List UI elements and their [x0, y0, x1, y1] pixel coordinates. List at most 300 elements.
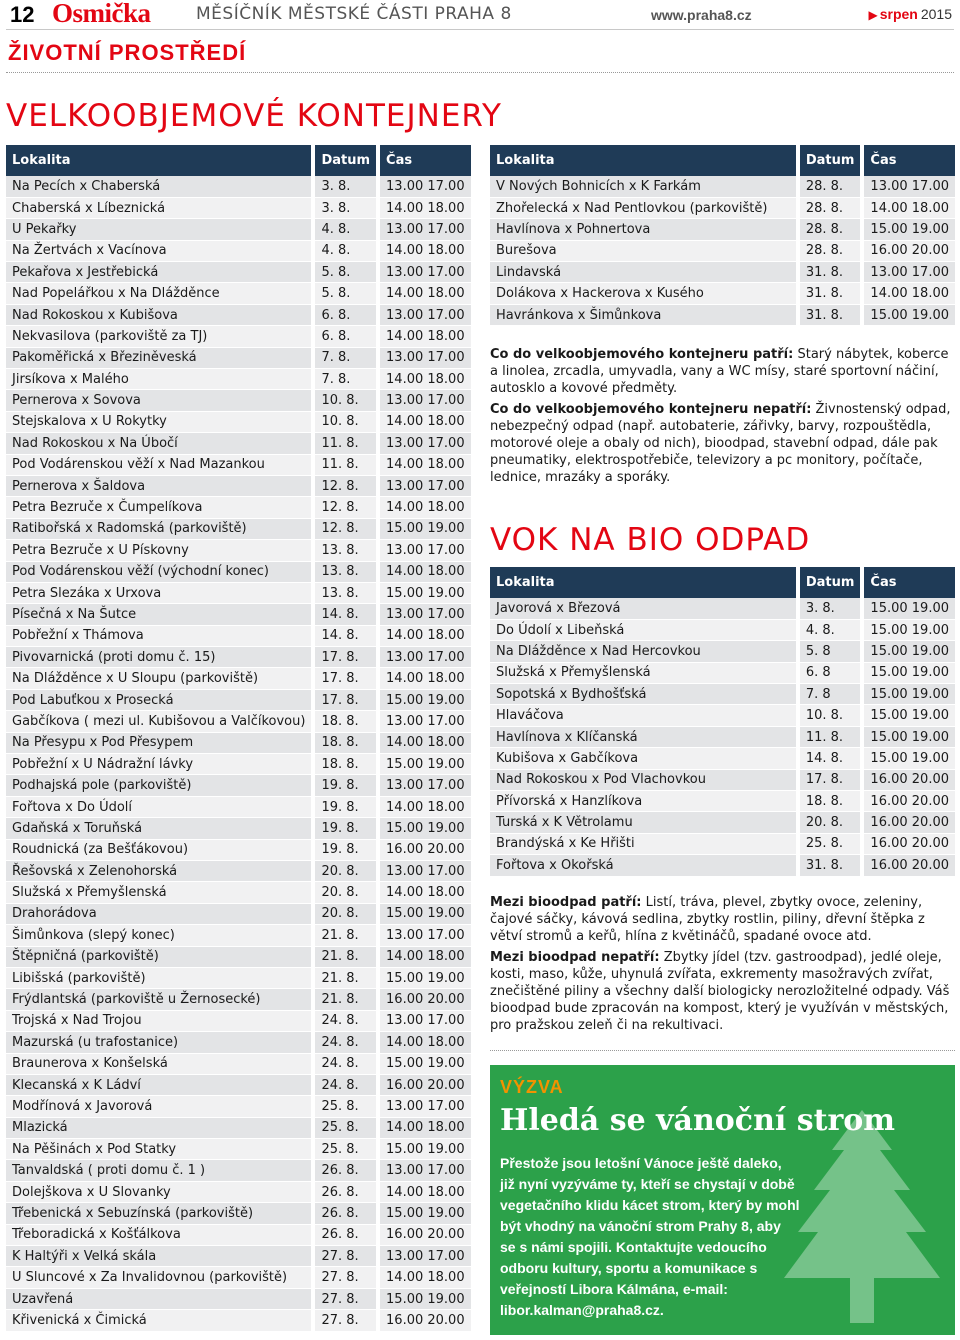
bio-info-nepatri-text: Zbytky jídel (tzv. gastroodpad), jedlé oleje, kosti, maso, kůže, uhynulá zvířata, exkrementy masožravých zvířat, znečištěné piliny a všechny další biologicky nerozložitelné odpady. Váš bioodpad bude zpracován na kompost, který je využíván v městských, pro pražskou zeleň či na rekultivaci. — [490, 950, 950, 1033]
cell-cas: 15.00 19.00 — [862, 598, 955, 619]
table-row — [6, 454, 471, 475]
cell-cas: 15.00 19.00 — [378, 518, 471, 539]
table-row — [6, 262, 471, 283]
cell-cas: 14.00 18.00 — [378, 1267, 471, 1288]
cell-lokalita: Pernerova x Sovova — [6, 390, 313, 411]
cell-lokalita: Pobřežní x Thámova — [6, 625, 313, 646]
cell-datum: 18. 8. — [798, 791, 863, 812]
kontejnery-table-right — [490, 145, 955, 326]
cell-lokalita: Přívorská x Hanzlíkova — [490, 791, 798, 812]
table-row — [6, 540, 471, 561]
info-nepatri-label: Co do velkoobjemového kontejneru nepatří: — [490, 402, 812, 417]
issue-year: 2015 — [920, 6, 952, 22]
triangle-right-icon: ▶ — [868, 8, 878, 22]
cell-cas: 16.00 20.00 — [378, 1310, 471, 1331]
cell-lokalita: Fořtova x Okořská — [490, 855, 798, 876]
cell-datum: 14. 8. — [313, 625, 378, 646]
cell-datum: 31. 8. — [798, 304, 863, 325]
cell-cas: 13.00 17.00 — [378, 861, 471, 882]
table-row — [490, 598, 955, 619]
cell-datum: 31. 8. — [798, 262, 863, 283]
table-row — [6, 1032, 471, 1053]
cell-lokalita: Petra Bezruče x Čumpelíkova — [6, 497, 313, 518]
cell-cas: 13.00 17.00 — [862, 262, 955, 283]
cell-cas: 14.00 18.00 — [378, 454, 471, 475]
masthead-subtitle: MĚSÍČNÍK MĚSTSKÉ ČÁSTI PRAHA 8 — [196, 4, 512, 24]
vyzva-title: Hledá se vánoční strom — [500, 1103, 896, 1138]
cell-datum: 25. 8. — [313, 1096, 378, 1117]
cell-cas: 14.00 18.00 — [378, 668, 471, 689]
cell-lokalita: Jirsíkova x Malého — [6, 369, 313, 390]
cell-cas: 13.00 17.00 — [378, 925, 471, 946]
info-patri-label: Co do velkoobjemového kontejneru patří: — [490, 347, 794, 362]
cell-cas: 14.00 18.00 — [378, 326, 471, 347]
cell-datum: 11. 8. — [798, 726, 863, 747]
issue-month: srpen — [879, 6, 918, 22]
info-patri — [490, 346, 952, 397]
cell-cas: 13.00 17.00 — [378, 262, 471, 283]
cell-cas: 14.00 18.00 — [378, 411, 471, 432]
table-row — [6, 197, 471, 218]
bio-info-nepatri-label: Mezi bioodpad nepatří: — [490, 950, 660, 965]
table-row — [6, 903, 471, 924]
table-row — [6, 561, 471, 582]
vyzva-label: VÝZVA — [500, 1077, 564, 1097]
vyzva-box — [490, 1065, 955, 1335]
cell-datum: 26. 8. — [313, 1224, 378, 1245]
cell-lokalita: Nad Popelářkou x Na Dlážděnce — [6, 283, 313, 304]
cell-cas: 14.00 18.00 — [378, 197, 471, 218]
table-row — [6, 240, 471, 261]
cell-lokalita: Na Dlážděnce x U Sloupu (parkoviště) — [6, 668, 313, 689]
table-row — [490, 726, 955, 747]
cell-datum: 18. 8. — [313, 754, 378, 775]
cell-lokalita: Nad Rokoskou x Kubišova — [6, 304, 313, 325]
cell-datum: 10. 8. — [313, 411, 378, 432]
cell-cas: 15.00 19.00 — [378, 1053, 471, 1074]
table-row — [6, 1096, 471, 1117]
cell-lokalita: Štěpničná (parkoviště) — [6, 946, 313, 967]
cell-lokalita: Nad Rokoskou x Na Úbočí — [6, 433, 313, 454]
cell-cas: 13.00 17.00 — [378, 604, 471, 625]
page-number: 12 — [10, 2, 35, 27]
cell-lokalita: Drahorádova — [6, 903, 313, 924]
cell-datum: 17. 8. — [798, 769, 863, 790]
table-row — [6, 518, 471, 539]
table-row — [6, 775, 471, 796]
cell-cas: 14.00 18.00 — [378, 1032, 471, 1053]
table-row — [490, 684, 955, 705]
table-row — [490, 769, 955, 790]
bio-info-patri-text: Listí, tráva, plevel, zbytky ovoce, zeleniny, čajové sáčky, kávová sedlina, zbytky rostlin, piliny, dřevní štěpka z větví stromů a keřů, hlína z květináčů, spadané ovoce atd. — [490, 895, 925, 944]
cell-lokalita: Do Údolí x Libeňská — [490, 619, 798, 640]
cell-lokalita: Nad Rokoskou x Pod Vlachovkou — [490, 769, 798, 790]
cell-datum: 24. 8. — [313, 1053, 378, 1074]
table-row — [6, 1267, 471, 1288]
col-header-lokalita: Lokalita — [490, 567, 798, 598]
col-header-datum: Datum — [798, 567, 863, 598]
website-link[interactable]: www.praha8.cz — [651, 7, 752, 23]
cell-datum: 27. 8. — [313, 1267, 378, 1288]
col-header-datum: Datum — [798, 145, 863, 176]
cell-cas: 15.00 19.00 — [378, 689, 471, 710]
cell-cas: 13.00 17.00 — [378, 1160, 471, 1181]
cell-cas: 13.00 17.00 — [378, 390, 471, 411]
cell-datum: 19. 8. — [313, 818, 378, 839]
cell-lokalita: Kubišova x Gabčíkova — [490, 748, 798, 769]
cell-cas: 15.00 19.00 — [862, 641, 955, 662]
table-row — [6, 1224, 471, 1245]
cell-lokalita: Modřínová x Javorová — [6, 1096, 313, 1117]
table-row — [6, 689, 471, 710]
cell-datum: 5. 8. — [313, 283, 378, 304]
cell-lokalita: Fořtova x Do Údolí — [6, 796, 313, 817]
cell-cas: 15.00 19.00 — [378, 818, 471, 839]
table-row — [490, 283, 955, 304]
table-row — [6, 347, 471, 368]
cell-cas: 13.00 17.00 — [378, 1010, 471, 1031]
cell-datum: 5. 8 — [798, 641, 863, 662]
table-row — [490, 641, 955, 662]
cell-datum: 4. 8. — [313, 219, 378, 240]
kontejnery-heading: VELKOOBJEMOVÉ KONTEJNERY — [6, 98, 502, 134]
cell-lokalita: Petra Bezruče x U Pískovny — [6, 540, 313, 561]
table-row — [6, 711, 471, 732]
cell-lokalita: Podhajská pole (parkoviště) — [6, 775, 313, 796]
cell-lokalita: Na Pecích x Chaberská — [6, 176, 313, 197]
cell-datum: 31. 8. — [798, 855, 863, 876]
cell-lokalita: Burešova — [490, 240, 798, 261]
cell-lokalita: Chaberská x Líbeznická — [6, 197, 313, 218]
cell-cas: 15.00 19.00 — [862, 662, 955, 683]
cell-cas: 13.00 17.00 — [378, 647, 471, 668]
cell-datum: 27. 8. — [313, 1246, 378, 1267]
cell-cas: 14.00 18.00 — [378, 796, 471, 817]
cell-datum: 28. 8. — [798, 219, 863, 240]
cell-datum: 10. 8. — [798, 705, 863, 726]
cell-cas: 13.00 17.00 — [378, 540, 471, 561]
cell-lokalita: Pod Vodárenskou věží x Nad Mazankou — [6, 454, 313, 475]
cell-cas: 14.00 18.00 — [378, 946, 471, 967]
cell-cas: 14.00 18.00 — [378, 732, 471, 753]
table-row — [6, 796, 471, 817]
cell-cas: 16.00 20.00 — [378, 839, 471, 860]
col-header-lokalita: Lokalita — [490, 145, 798, 176]
cell-datum: 20. 8. — [313, 861, 378, 882]
table-row — [6, 1160, 471, 1181]
table-row — [6, 497, 471, 518]
cell-datum: 31. 8. — [798, 283, 863, 304]
cell-cas: 15.00 19.00 — [862, 304, 955, 325]
table-row — [6, 475, 471, 496]
table-row — [6, 176, 471, 197]
cell-datum: 19. 8. — [313, 775, 378, 796]
cell-datum: 3. 8. — [798, 598, 863, 619]
table-row — [6, 647, 471, 668]
table-row — [490, 262, 955, 283]
cell-datum: 28. 8. — [798, 240, 863, 261]
vyzva-text: Přestože jsou letošní Vánoce ještě daleko, již nyní vyzýváme ty, kteří se chystají v době vegetačního klidu kácet strom, který by mohl být vhodný na vánoční strom Prahy 8, aby se s námi spojili. Kontaktujte vedoucího odboru kultury, sportu a komunikace s veřejností Libora Kálmána, e-mail: libor.kalman@praha8.cz. — [500, 1155, 800, 1318]
cell-lokalita: Mlazická — [6, 1117, 313, 1138]
table-row — [490, 748, 955, 769]
table-row — [6, 582, 471, 603]
cell-cas: 13.00 17.00 — [378, 1096, 471, 1117]
cell-cas: 16.00 20.00 — [862, 855, 955, 876]
table-row — [6, 754, 471, 775]
table-row — [6, 390, 471, 411]
cell-lokalita: K Haltýři x Velká skála — [6, 1246, 313, 1267]
cell-lokalita: Ratibořská x Radomská (parkoviště) — [6, 518, 313, 539]
bio-heading: VOK NA BIO ODPAD — [490, 522, 811, 558]
cell-cas: 13.00 17.00 — [862, 176, 955, 197]
cell-lokalita: Stejskalova x U Rokytky — [6, 411, 313, 432]
cell-lokalita: Pakoměřická x Březiněveská — [6, 347, 313, 368]
cell-cas: 15.00 19.00 — [862, 705, 955, 726]
cell-cas: 16.00 20.00 — [862, 812, 955, 833]
cell-cas: 15.00 19.00 — [378, 754, 471, 775]
cell-cas: 14.00 18.00 — [862, 197, 955, 218]
cell-cas: 15.00 19.00 — [862, 219, 955, 240]
cell-lokalita: Křivenická x Čimická — [6, 1310, 313, 1331]
table-row — [490, 304, 955, 325]
cell-datum: 6. 8. — [313, 304, 378, 325]
cell-datum: 27. 8. — [313, 1310, 378, 1331]
cell-cas: 15.00 19.00 — [378, 1139, 471, 1160]
cell-lokalita: Brandýská x Ke Hřišti — [490, 833, 798, 854]
cell-lokalita: Na Dlážděnce x Nad Hercovkou — [490, 641, 798, 662]
cell-cas: 13.00 17.00 — [378, 433, 471, 454]
cell-cas: 15.00 19.00 — [378, 1203, 471, 1224]
cell-cas: 13.00 17.00 — [378, 219, 471, 240]
cell-datum: 7. 8. — [313, 347, 378, 368]
info-nepatri-text: Živnostenský odpad, nebezpečný odpad (např. autobaterie, zářivky, barvy, rozpouštědla, motorové oleje a obaly od nich), bioodpad, stavební odpad, dále pak pneumatiky, elektrospotřebiče, televizory a pc monitory, počítače, lednice, mrazáky a sporáky. — [490, 402, 951, 485]
table-row — [490, 791, 955, 812]
cell-lokalita: Braunerova x Konšelská — [6, 1053, 313, 1074]
cell-datum: 4. 8. — [313, 240, 378, 261]
cell-datum: 26. 8. — [313, 1203, 378, 1224]
table-row — [6, 1181, 471, 1202]
cell-cas: 14.00 18.00 — [378, 497, 471, 518]
cell-lokalita: Mazurská (u trafostanice) — [6, 1032, 313, 1053]
cell-cas: 13.00 17.00 — [378, 1246, 471, 1267]
cell-lokalita: Lindavská — [490, 262, 798, 283]
table-row — [6, 411, 471, 432]
table-row — [490, 619, 955, 640]
cell-datum: 18. 8. — [313, 732, 378, 753]
cell-datum: 20. 8. — [313, 903, 378, 924]
table-row — [6, 946, 471, 967]
table-row — [490, 812, 955, 833]
cell-datum: 18. 8. — [313, 711, 378, 732]
cell-lokalita: Písečná x Na Šutce — [6, 604, 313, 625]
cell-cas: 16.00 20.00 — [378, 1074, 471, 1095]
cell-lokalita: Sopotská x Bydhošťská — [490, 684, 798, 705]
cell-lokalita: Řešovská x Zelenohorská — [6, 861, 313, 882]
col-header-cas: Čas — [862, 567, 955, 598]
masthead-logo: Osmička — [52, 0, 151, 28]
table-row — [6, 1288, 471, 1309]
cell-datum: 21. 8. — [313, 989, 378, 1010]
table-row — [6, 668, 471, 689]
cell-lokalita: Nekvasilova (parkoviště za TJ) — [6, 326, 313, 347]
cell-datum: 25. 8. — [313, 1139, 378, 1160]
table-row — [6, 839, 471, 860]
cell-datum: 4. 8. — [798, 619, 863, 640]
cell-datum: 28. 8. — [798, 176, 863, 197]
cell-cas: 16.00 20.00 — [862, 769, 955, 790]
cell-cas: 14.00 18.00 — [378, 1117, 471, 1138]
cell-datum: 21. 8. — [313, 925, 378, 946]
cell-lokalita: Služská x Přemyšlenská — [6, 882, 313, 903]
table-row — [490, 197, 955, 218]
cell-datum: 19. 8. — [313, 839, 378, 860]
cell-cas: 14.00 18.00 — [378, 882, 471, 903]
cell-datum: 13. 8. — [313, 561, 378, 582]
cell-cas: 14.00 18.00 — [862, 283, 955, 304]
cell-lokalita: Na Přesypu x Pod Přesypem — [6, 732, 313, 753]
cell-datum: 26. 8. — [313, 1181, 378, 1202]
cell-datum: 25. 8. — [313, 1117, 378, 1138]
col-header-cas: Čas — [862, 145, 955, 176]
kontejnery-table-left — [6, 145, 471, 1332]
cell-cas: 15.00 19.00 — [378, 582, 471, 603]
cell-datum: 14. 8. — [798, 748, 863, 769]
table-row — [6, 1053, 471, 1074]
cell-lokalita: Trojská x Nad Trojou — [6, 1010, 313, 1031]
cell-cas: 15.00 19.00 — [862, 726, 955, 747]
cell-datum: 17. 8. — [313, 668, 378, 689]
info-patri-text: Starý nábytek, koberce a linolea, zrcadla, umyvadla, vany a WC mísy, staré sportovní náčiní, autosklo a kovové předměty. — [490, 347, 949, 396]
table-row — [6, 1310, 471, 1331]
table-row — [6, 433, 471, 454]
issue-date — [868, 6, 952, 22]
cell-datum: 25. 8. — [798, 833, 863, 854]
cell-lokalita: Libišská (parkoviště) — [6, 967, 313, 988]
col-header-lokalita: Lokalita — [6, 145, 313, 176]
table-row — [6, 732, 471, 753]
cell-cas: 15.00 19.00 — [378, 903, 471, 924]
cell-cas: 16.00 20.00 — [862, 240, 955, 261]
cell-lokalita: Havránkova x Šimůnkova — [490, 304, 798, 325]
cell-datum: 11. 8. — [313, 433, 378, 454]
cell-lokalita: Pernerova x Šaldova — [6, 475, 313, 496]
cell-datum: 21. 8. — [313, 946, 378, 967]
table-row — [6, 861, 471, 882]
table-row — [6, 1074, 471, 1095]
cell-datum: 6. 8. — [313, 326, 378, 347]
cell-lokalita: Na Žertvách x Vacínova — [6, 240, 313, 261]
cell-lokalita: Pod Labuťkou x Prosecká — [6, 689, 313, 710]
cell-lokalita: U Pekařky — [6, 219, 313, 240]
cell-datum: 13. 8. — [313, 540, 378, 561]
cell-cas: 14.00 18.00 — [378, 240, 471, 261]
table-row — [490, 176, 955, 197]
bio-info-patri — [490, 894, 952, 945]
cell-datum: 3. 8. — [313, 176, 378, 197]
table-row — [6, 304, 471, 325]
cell-datum: 12. 8. — [313, 475, 378, 496]
cell-lokalita: Třeboradická x Košťálkova — [6, 1224, 313, 1245]
cell-lokalita: Pod Vodárenskou věží (východní konec) — [6, 561, 313, 582]
table-row — [6, 882, 471, 903]
cell-datum: 11. 8. — [313, 454, 378, 475]
cell-cas: 14.00 18.00 — [378, 283, 471, 304]
cell-lokalita: Petra Slezáka x Urxova — [6, 582, 313, 603]
cell-cas: 14.00 18.00 — [378, 561, 471, 582]
cell-lokalita: Pekařova x Jestřebická — [6, 262, 313, 283]
cell-lokalita: V Nových Bohnicích x K Farkám — [490, 176, 798, 197]
cell-datum: 12. 8. — [313, 497, 378, 518]
table-row — [6, 219, 471, 240]
cell-lokalita: Roudnická (za Bešťákovou) — [6, 839, 313, 860]
section-divider — [6, 72, 954, 73]
section-title: ŽIVOTNÍ PROSTŘEDÍ — [8, 40, 247, 65]
cell-datum: 3. 8. — [313, 197, 378, 218]
cell-cas: 14.00 18.00 — [378, 625, 471, 646]
table-row — [490, 219, 955, 240]
cell-cas: 13.00 17.00 — [378, 347, 471, 368]
cell-lokalita: Havlínova x Pohnertova — [490, 219, 798, 240]
col-header-datum: Datum — [313, 145, 378, 176]
cell-datum: 6. 8 — [798, 662, 863, 683]
cell-lokalita: Klecanská x K Ládví — [6, 1074, 313, 1095]
cell-datum: 13. 8. — [313, 582, 378, 603]
cell-cas: 15.00 19.00 — [862, 619, 955, 640]
column-divider — [490, 1050, 955, 1051]
cell-datum: 5. 8. — [313, 262, 378, 283]
table-row — [6, 625, 471, 646]
cell-cas: 15.00 19.00 — [378, 1288, 471, 1309]
cell-datum: 28. 8. — [798, 197, 863, 218]
cell-datum: 17. 8. — [313, 647, 378, 668]
cell-lokalita: Frýdlantská (parkoviště u Žernosecké) — [6, 989, 313, 1010]
cell-cas: 16.00 20.00 — [378, 1224, 471, 1245]
cell-cas: 16.00 20.00 — [378, 989, 471, 1010]
cell-datum: 7. 8 — [798, 684, 863, 705]
table-row — [6, 604, 471, 625]
cell-lokalita: Na Pěšinách x Pod Statky — [6, 1139, 313, 1160]
cell-cas: 13.00 17.00 — [378, 176, 471, 197]
cell-cas: 15.00 19.00 — [862, 748, 955, 769]
cell-lokalita: Javorová x Březová — [490, 598, 798, 619]
table-row — [490, 662, 955, 683]
table-row — [490, 705, 955, 726]
col-header-cas: Čas — [378, 145, 471, 176]
cell-datum: 20. 8. — [798, 812, 863, 833]
table-row — [6, 1203, 471, 1224]
table-row — [6, 989, 471, 1010]
table-row — [490, 855, 955, 876]
cell-lokalita: Pobřežní x U Nádražní lávky — [6, 754, 313, 775]
cell-datum: 12. 8. — [313, 518, 378, 539]
cell-datum: 21. 8. — [313, 967, 378, 988]
bio-table — [490, 567, 955, 877]
cell-lokalita: Služská x Přemyšlenská — [490, 662, 798, 683]
cell-lokalita: Dolejškova x U Slovanky — [6, 1181, 313, 1202]
table-row — [6, 1139, 471, 1160]
cell-cas: 14.00 18.00 — [378, 1181, 471, 1202]
bio-info-nepatri — [490, 949, 952, 1034]
table-row — [6, 1010, 471, 1031]
cell-datum: 27. 8. — [313, 1288, 378, 1309]
table-row — [490, 833, 955, 854]
cell-lokalita: U Sluncové x Za Invalidovnou (parkoviště) — [6, 1267, 313, 1288]
cell-lokalita: Šimůnkova (slepý konec) — [6, 925, 313, 946]
cell-datum: 24. 8. — [313, 1074, 378, 1095]
kontejnery-info — [490, 346, 952, 490]
cell-lokalita: Pivovarnická (proti domu č. 15) — [6, 647, 313, 668]
table-row — [490, 240, 955, 261]
